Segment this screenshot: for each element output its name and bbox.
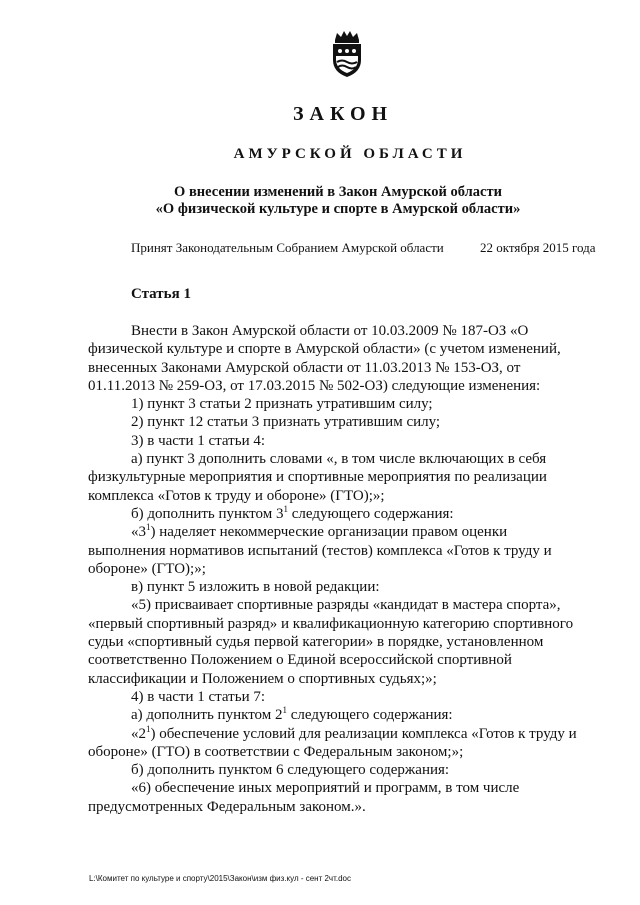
paragraph-text: следующего содержания: [287, 505, 454, 522]
adoption-date: 22 октября 2015 года [480, 240, 596, 255]
paragraph-text: «3 [131, 524, 146, 541]
paragraph-text: б) дополнить пунктом 3 [131, 505, 284, 522]
article-heading: Статья 1 [131, 286, 191, 302]
paragraph-text: следующего содержания: [287, 707, 453, 724]
article-paragraph [88, 505, 588, 523]
paragraph-text: а) дополнить пунктом 2 [131, 707, 283, 724]
law-subject-line-1: О внесении изменений в Закон Амурской области [174, 184, 502, 200]
superscript: 1 [146, 522, 151, 533]
paragraph-text: ) наделяет некоммерческие организации правом оценки выполнения нормативов испытаний (тестов) комплекса «Готов к труду и обороне» (ГТО);»; [88, 524, 552, 577]
region-title: АМУРСКОЙ ОБЛАСТИ [233, 146, 467, 162]
superscript: 1 [146, 723, 151, 734]
article-paragraph [88, 725, 588, 762]
article-paragraph: «5) присваивает спортивные разряды «кандидат в мастера спорта», «первый спортивный разряд» и квалификационную категорию спортивного судьи «спортивный судья первой категории» в порядке, установленном соответственно Положением о Единой всероссийской спортивной классификации и Положением о спортивных судьях;»; [88, 597, 574, 687]
article-paragraph: «6) обеспечение иных мероприятий и программ, в том числе предусмотренных Федеральным законом.». [88, 780, 520, 815]
article-paragraph: Внести в Закон Амурской области от 10.03.2009 № 187-ОЗ «О физической культуре и спорте в Амурской области» (с учетом изменений, внесенных Законами Амурской области от 11.03.2013 № 153-ОЗ, от 01.11.2013 № 259-ОЗ, от 17.03.2015 № 502-ОЗ) следующие изменения: [88, 323, 561, 394]
coat-of-arms-icon [327, 30, 367, 78]
article-paragraph: в) пункт 5 изложить в новой редакции: [131, 579, 380, 596]
article-paragraph [88, 706, 588, 724]
article-paragraph: б) дополнить пунктом 6 следующего содержания: [131, 762, 450, 779]
article-body [88, 322, 588, 816]
article-paragraph: 1) пункт 3 статьи 2 признать утратившим силу; [131, 396, 433, 413]
law-subject-line-2: «О физической культуре и спорте в Амурской области» [155, 201, 521, 217]
article-paragraph: а) пункт 3 дополнить словами «, в том числе включающих в себя физкультурные мероприятия и спортивные мероприятия по реализации комплекса «Готов к труду и обороне» (ГТО);»; [88, 451, 547, 504]
adoption-statement: Принят Законодательным Собранием Амурской области [131, 240, 444, 255]
article-paragraph: 3) в части 1 статьи 4: [131, 432, 266, 449]
article-paragraph: 2) пункт 12 статьи 3 признать утратившим силу; [131, 414, 441, 431]
article-paragraph [88, 523, 588, 578]
law-title: ЗАКОН [292, 103, 394, 125]
paragraph-text: ) обеспечение условий для реализации комплекса «Готов к труду и обороне» (ГТО) в соответствии с Федеральным законом;»; [88, 725, 577, 760]
article-paragraph: 4) в части 1 статьи 7: [131, 688, 266, 705]
superscript: 1 [282, 705, 288, 716]
footer-file-path: L:\Комитет по культуре и спорту\2015\Закон\изм физ.кул - сент 2чт.doc [89, 874, 351, 883]
paragraph-text: «2 [131, 725, 146, 742]
superscript: 1 [283, 503, 288, 514]
